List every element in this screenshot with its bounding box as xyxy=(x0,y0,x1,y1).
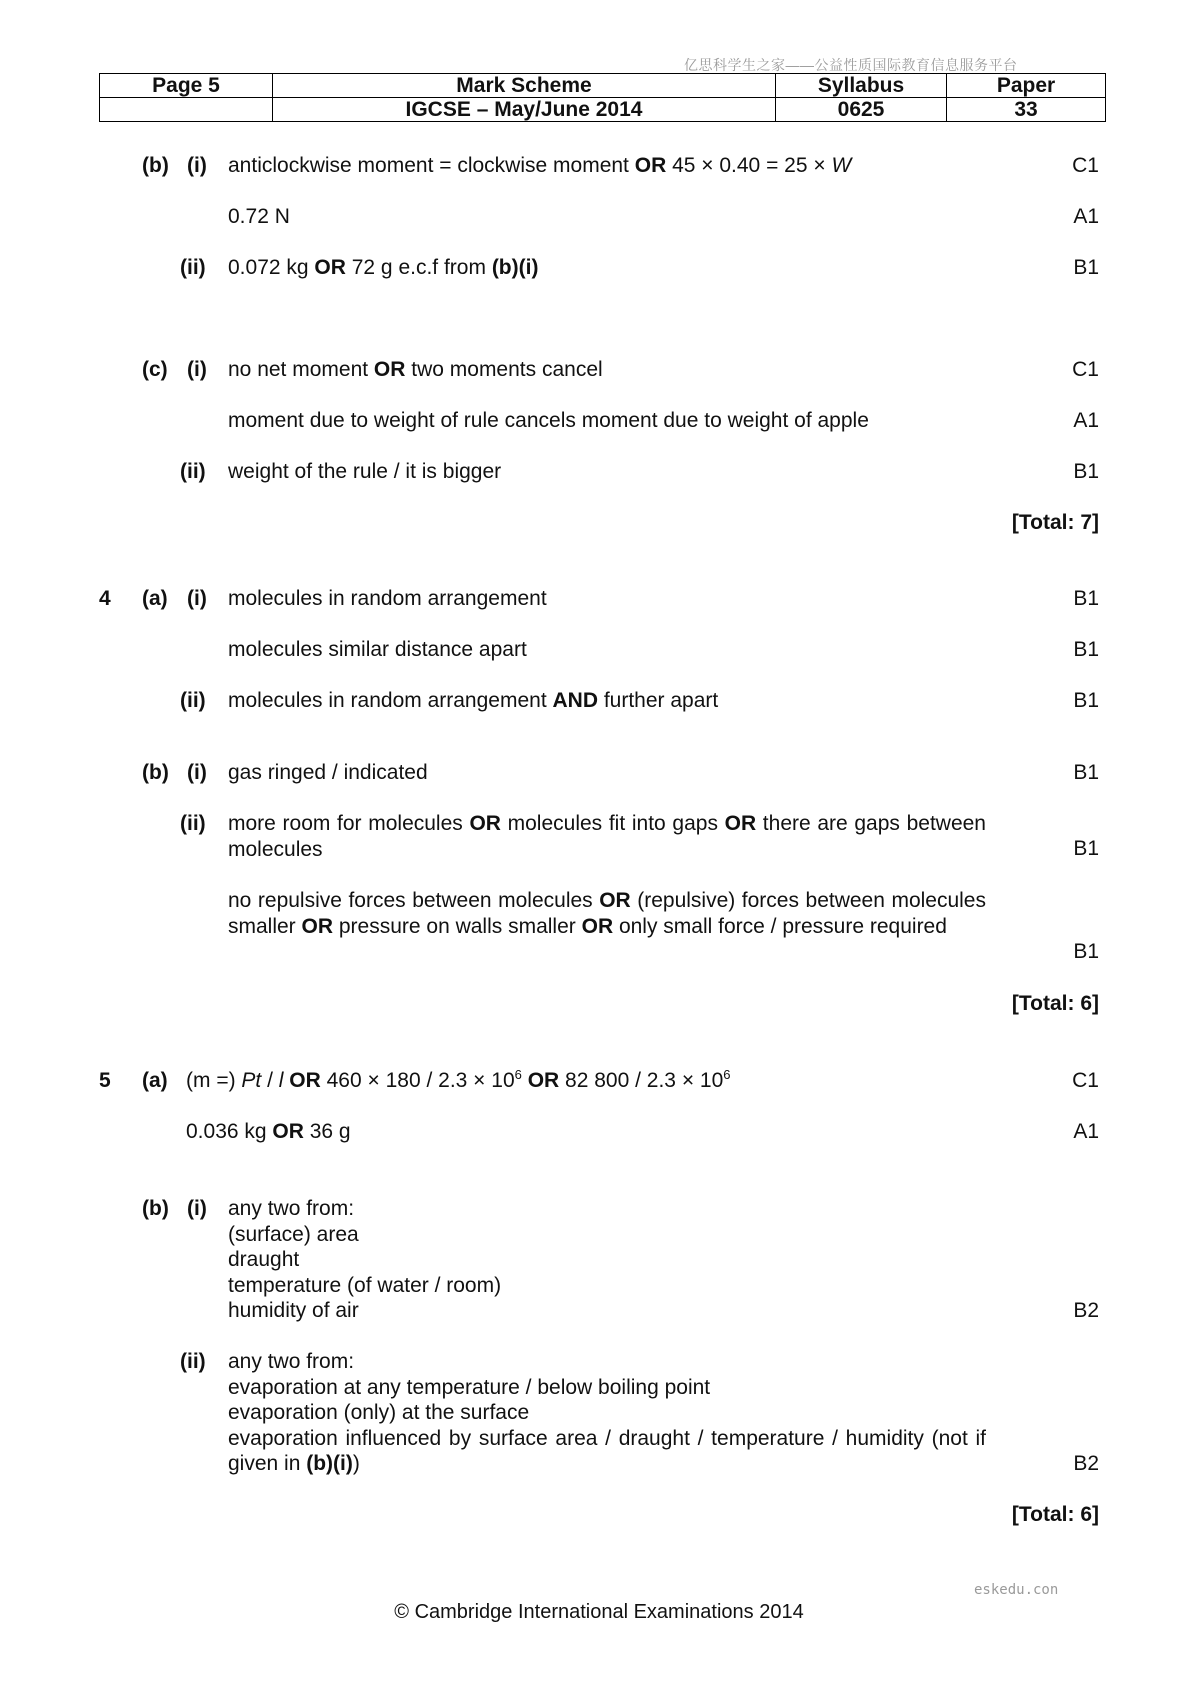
mark-a1: A1 xyxy=(1073,205,1099,228)
label-i: (i) xyxy=(187,358,207,381)
q5-b-ii-list-item: evaporation (only) at the surface xyxy=(228,1401,530,1424)
footer-copyright: © Cambridge International Examinations 2014 xyxy=(394,1601,804,1623)
mark-b1: B1 xyxy=(1073,837,1099,860)
mark-b1: B1 xyxy=(1073,940,1099,963)
q4-a-i-line2: molecules similar distance apart xyxy=(228,638,527,661)
label-a: (a) xyxy=(142,1069,168,1092)
label-i: (i) xyxy=(187,1197,207,1220)
label-ii: (ii) xyxy=(180,256,206,279)
q5-b-i-list-item: (surface) area xyxy=(228,1222,359,1246)
question-number-4: 4 xyxy=(99,587,111,610)
mark-c1: C1 xyxy=(1072,358,1099,381)
mark-c1: C1 xyxy=(1072,154,1099,177)
q5-b-i-list-item: draught xyxy=(228,1248,300,1271)
label-i: (i) xyxy=(187,587,207,610)
header-paper-label: Paper xyxy=(947,74,1106,98)
q3-c-i-line2: moment due to weight of rule cancels moment due to weight of apple xyxy=(228,409,869,432)
q3-b-ii: 0.072 kg OR 72 g e.c.f from (b)(i) xyxy=(228,256,539,279)
mark-b2: B2 xyxy=(1073,1452,1099,1475)
q4-b-i: gas ringed / indicated xyxy=(228,761,428,784)
q5-b-i-list-item: any two from: xyxy=(228,1197,355,1220)
q4-a-i-line1: molecules in random arrangement xyxy=(228,587,547,610)
header-syllabus-label: Syllabus xyxy=(776,74,947,98)
label-b: (b) xyxy=(142,761,169,784)
label-ii: (ii) xyxy=(180,689,206,712)
q3-c-ii: weight of the rule / it is bigger xyxy=(228,460,502,483)
q5-b-i-list-item: humidity of air xyxy=(228,1299,359,1322)
header-table xyxy=(99,73,1106,122)
mark-c1: C1 xyxy=(1072,1069,1099,1092)
mark-b2: B2 xyxy=(1073,1299,1099,1322)
header-blank xyxy=(100,98,273,122)
label-b: (b) xyxy=(142,1197,169,1220)
q4-b-ii-para2: no repulsive forces between molecules OR (repulsive) forces between molecules smaller OR pressure on walls smaller OR only small force / pressure required xyxy=(228,889,986,938)
header-syllabus: 0625 xyxy=(776,98,947,122)
watermark-bottom: eskedu.con xyxy=(974,1582,1059,1598)
mark-a1: A1 xyxy=(1073,1120,1099,1143)
q4-b-ii-para1: more room for molecules OR molecules fit into gaps OR there are gaps between molecules xyxy=(228,812,986,861)
mark-b1: B1 xyxy=(1073,460,1099,483)
watermark-top: 亿思科学生之家——公益性质国际教育信息服务平台 xyxy=(684,57,1018,73)
mark-b1: B1 xyxy=(1073,689,1099,712)
q3-c-i-line1: no net moment OR two moments cancel xyxy=(228,358,603,381)
label-b: (b) xyxy=(142,154,169,177)
question-number-5: 5 xyxy=(99,1069,111,1092)
header-paper: 33 xyxy=(947,98,1106,122)
total-q5: [Total: 6] xyxy=(1011,1503,1099,1526)
label-ii: (ii) xyxy=(180,460,206,483)
q5-b-ii-list-item: evaporation at any temperature / below boiling point xyxy=(228,1375,711,1399)
q4-a-ii: molecules in random arrangement AND further apart xyxy=(228,689,719,712)
mark-b1: B1 xyxy=(1073,638,1099,661)
label-i: (i) xyxy=(187,154,207,177)
header-title: Mark Scheme xyxy=(273,74,776,98)
header-page: Page 5 xyxy=(100,74,273,98)
label-a: (a) xyxy=(142,587,168,610)
mark-b1: B1 xyxy=(1073,761,1099,784)
total-q4: [Total: 6] xyxy=(1011,992,1099,1015)
mark-b1: B1 xyxy=(1073,587,1099,610)
q5-a-line2: 0.036 kg OR 36 g xyxy=(186,1120,351,1143)
q5-b-ii-last-item: evaporation influenced by surface area / draught / temperature / humidity (not if given in (b)(i)) xyxy=(228,1426,986,1475)
header-exam: IGCSE – May/June 2014 xyxy=(273,98,776,122)
q5-b-ii-list-item: any two from: xyxy=(228,1350,355,1373)
q5-a-line1: (m =) Pt / l OR $460 \times 180 / 2.3 \times 10^6$ OR 82 $800 / 2.3 \times 10^6$ xyxy=(186,1067,731,1092)
q3-b-i-line1: anticlockwise moment = clockwise moment OR 45 × 0.40 = 25 × W xyxy=(228,154,852,177)
q3-b-i-line2: 0.72 N xyxy=(228,205,290,228)
label-ii: (ii) xyxy=(180,1350,206,1373)
mark-b1: B1 xyxy=(1073,256,1099,279)
mark-a1: A1 xyxy=(1073,409,1099,432)
total-q3: [Total: 7] xyxy=(1011,511,1099,534)
label-c: (c) xyxy=(142,358,168,381)
label-i: (i) xyxy=(187,761,207,784)
label-ii: (ii) xyxy=(180,812,206,835)
q5-b-i-list-item: temperature (of water / room) xyxy=(228,1273,502,1297)
